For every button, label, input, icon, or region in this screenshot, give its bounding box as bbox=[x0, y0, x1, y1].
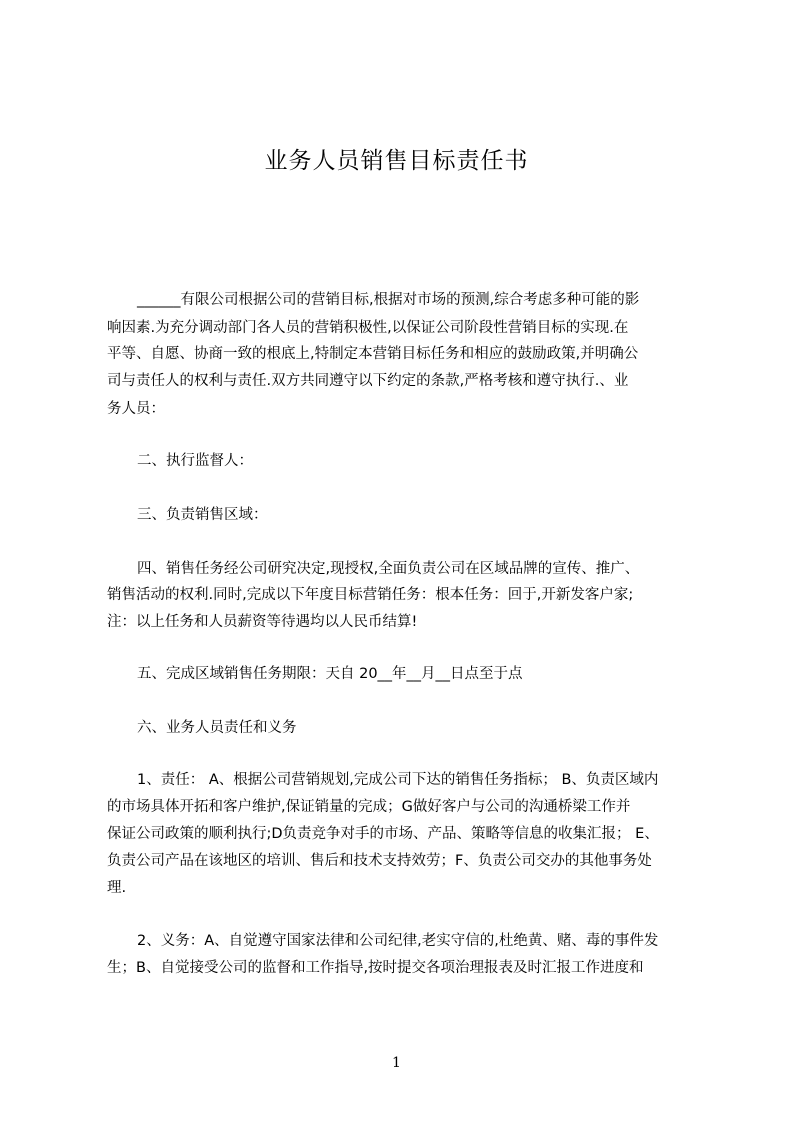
text-line: 销售活动的权利.同时,完成以下年度目标营销任务：根本任务：回于,开新发客户家; bbox=[107, 587, 634, 603]
text-line: 负责公司产品在该地区的培训、售后和技术支持效劳；F、负责公司交办的其他事务处 bbox=[107, 853, 652, 869]
text-line: ______有限公司根据公司的营销目标,根据对市场的预测,综合考虑多种可能的影 bbox=[137, 292, 640, 308]
section-responsibilities-heading: 六、业务人员责任和义务 bbox=[137, 720, 297, 736]
text-line: 平等、自愿、协商一致的根底上,特制定本营销目标任务和相应的鼓励政策,并明确公 bbox=[107, 346, 639, 362]
document-title: 业务人员销售目标责任书 bbox=[264, 148, 529, 174]
text-line: 四、销售任务经公司研究决定,现授权,全面负责公司在区域品牌的宣传、推广、 bbox=[137, 561, 640, 577]
text-line: 响因素.为充分调动部门各人员的营销积极性,以保证公司阶段性营销目标的实现.在 bbox=[107, 320, 629, 336]
text-line: 2、义务：A、自觉遵守国家法律和公司纪律,老实守信的,杜绝黄、赌、毒的事件发 bbox=[137, 933, 659, 949]
section-sales-region: 三、负责销售区域： bbox=[137, 507, 268, 523]
text-line: 保证公司政策的顺利执行;D负责竞争对手的市场、产品、策略等信息的收集汇报； E、 bbox=[107, 826, 659, 842]
text-line: 1、责任： A、根据公司营销规划,完成公司下达的销售任务指标； B、负责区域内 bbox=[137, 772, 659, 788]
section-supervisor: 二、执行监督人： bbox=[137, 453, 253, 469]
text-line: 生；B、自觉接受公司的监督和工作指导,按时提交各项治理报表及时汇报工作进度和 bbox=[107, 960, 644, 976]
text-line: 司与责任人的权利与责任.双方共同遵守以下约定的条款,严格考核和遵守执行.、业 bbox=[107, 373, 629, 389]
section-deadline: 五、完成区域销售任务期限：天自 20__年__月__日点至于点 bbox=[137, 666, 523, 682]
page-number: 1 bbox=[392, 1055, 401, 1071]
text-line: 务人员： bbox=[107, 401, 165, 417]
text-line: 理. bbox=[107, 880, 127, 896]
text-line: 的市场具体开拓和客户维护,保证销量的完成；G做好客户与公司的沟通桥梁工作并 bbox=[107, 799, 631, 815]
text-line: 注：以上任务和人员薪资等待遇均以人民币结算! bbox=[107, 614, 418, 630]
